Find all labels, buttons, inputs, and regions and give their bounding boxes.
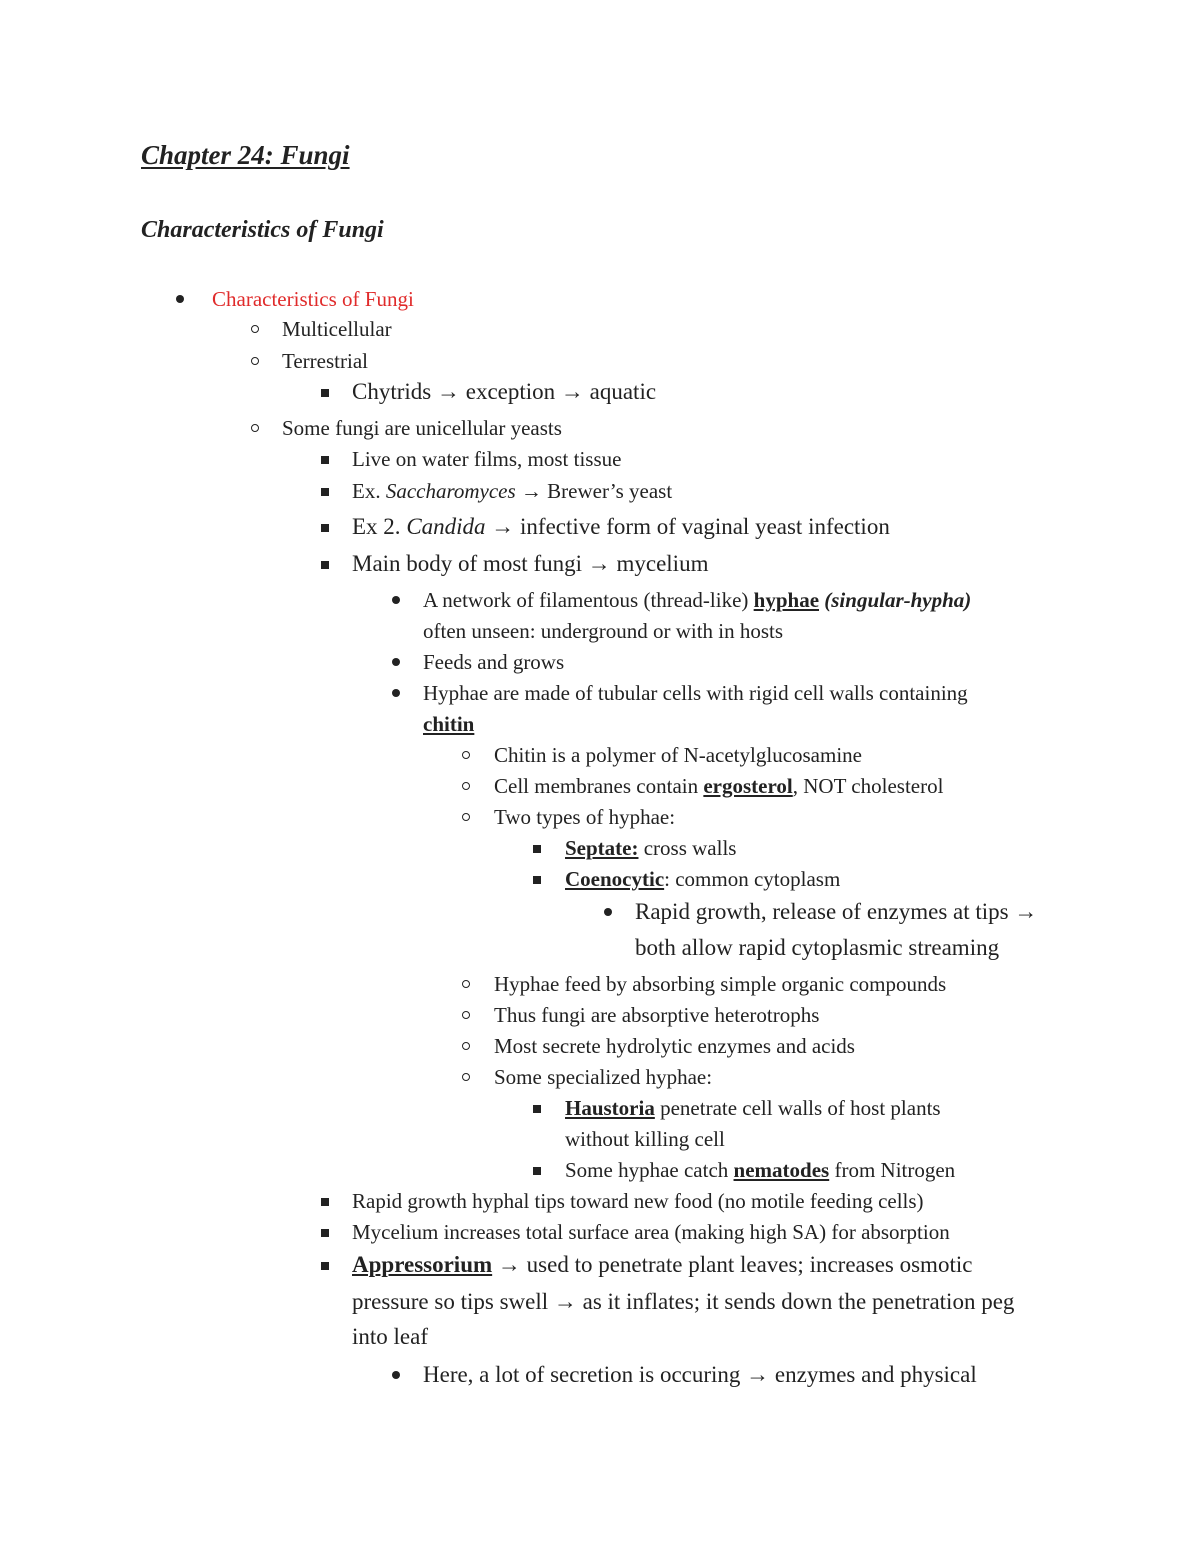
text: → infective form of vaginal yeast infection — [485, 514, 890, 539]
key-term: Haustoria — [565, 1096, 655, 1120]
list-item: Hyphae are made of tubular cells with rigid cell walls containing — [423, 681, 968, 705]
circle-bullet — [462, 1042, 470, 1050]
square-bullet — [321, 456, 329, 464]
text: (singular-hypha) — [824, 588, 972, 612]
square-bullet — [321, 488, 329, 496]
list-item: Two types of hyphae: — [494, 805, 676, 829]
disc-bullet — [176, 295, 184, 303]
square-bullet — [321, 1229, 329, 1237]
circle-bullet — [462, 980, 470, 988]
text: penetrate cell walls of host plants — [654, 1096, 941, 1120]
section-title: Characteristics of Fungi — [141, 217, 384, 243]
list-item — [352, 477, 672, 505]
key-term: ergosterol — [703, 774, 793, 798]
list-item — [352, 1249, 972, 1281]
key-term: hyphae — [753, 588, 820, 612]
list-item — [565, 1156, 955, 1184]
square-bullet — [321, 1198, 329, 1206]
list-item-continuation: both allow rapid cytoplasmic streaming — [635, 935, 1000, 960]
list-item: Multicellular — [282, 317, 392, 341]
square-bullet — [321, 1262, 329, 1270]
text: , NOT cholesterol — [792, 774, 944, 798]
text: Some hyphae catch — [565, 1158, 734, 1182]
square-bullet — [321, 389, 329, 397]
list-item — [565, 865, 840, 893]
list-item: Terrestrial — [282, 349, 368, 373]
list-item-continuation: without killing cell — [565, 1127, 725, 1151]
circle-bullet — [251, 357, 259, 365]
key-term: Coenocytic — [565, 867, 665, 891]
square-bullet — [321, 524, 329, 532]
list-item — [494, 772, 943, 800]
disc-bullet — [604, 908, 612, 916]
circle-bullet — [251, 325, 259, 333]
key-term: Appressorium — [352, 1252, 493, 1277]
text: cross walls — [638, 836, 737, 860]
list-item: Mycelium increases total surface area (making high SA) for absorption — [352, 1220, 950, 1244]
square-bullet — [321, 561, 329, 569]
list-item: Main body of most fungi → mycelium — [352, 551, 709, 576]
list-item: Rapid growth hyphal tips toward new food (no motile feeding cells) — [352, 1189, 924, 1213]
disc-bullet — [392, 658, 400, 666]
circle-bullet — [462, 813, 470, 821]
list-item: Thus fungi are absorptive heterotrophs — [494, 1003, 820, 1027]
circle-bullet — [462, 782, 470, 790]
list-item — [565, 834, 736, 862]
circle-bullet — [251, 424, 259, 432]
species-name: Saccharomyces — [385, 479, 516, 503]
list-item: Some specialized hyphae: — [494, 1065, 713, 1089]
list-item: Here, a lot of secretion is occuring → enzymes and physical — [423, 1362, 977, 1387]
key-term: nematodes — [733, 1158, 830, 1182]
list-item: Chytrids → exception → aquatic — [352, 379, 657, 404]
disc-bullet — [392, 596, 400, 604]
text: → Brewer’s yeast — [515, 479, 673, 503]
list-item: Characteristics of Fungi — [212, 287, 414, 311]
chapter-title: Chapter 24: Fungi — [141, 140, 350, 170]
list-item: Feeds and grows — [423, 650, 565, 674]
list-item: Some fungi are unicellular yeasts — [282, 416, 562, 440]
list-item — [352, 511, 890, 543]
text: → used to penetrate plant leaves; increases osmotic — [492, 1252, 973, 1277]
list-item: Most secrete hydrolytic enzymes and acids — [494, 1034, 855, 1058]
list-item-continuation: often unseen: underground or with in hosts — [423, 619, 784, 643]
circle-bullet — [462, 1011, 470, 1019]
square-bullet — [533, 845, 541, 853]
circle-bullet — [462, 751, 470, 759]
circle-bullet — [462, 1073, 470, 1081]
list-item-continuation: pressure so tips swell → as it inflates; it sends down the penetration peg — [352, 1289, 1015, 1314]
list-item: Rapid growth, release of enzymes at tips → — [635, 899, 1038, 924]
text: A network of filamentous (thread-like) — [423, 588, 754, 612]
key-term: chitin — [423, 712, 475, 736]
square-bullet — [533, 1105, 541, 1113]
square-bullet — [533, 876, 541, 884]
text: from Nitrogen — [829, 1158, 956, 1182]
square-bullet — [533, 1167, 541, 1175]
key-term: Septate: — [565, 836, 639, 860]
text: Ex. — [352, 479, 386, 503]
text: Ex 2. — [352, 514, 407, 539]
disc-bullet — [392, 1371, 400, 1379]
disc-bullet — [392, 689, 400, 697]
list-item: Chitin is a polymer of N-acetylglucosamine — [494, 743, 862, 767]
list-item: Live on water films, most tissue — [352, 447, 622, 471]
list-item-continuation: into leaf — [352, 1324, 428, 1349]
list-item: Hyphae feed by absorbing simple organic compounds — [494, 972, 947, 996]
list-item — [565, 1094, 941, 1122]
text: : common cytoplasm — [664, 867, 841, 891]
text: Cell membranes contain — [494, 774, 704, 798]
species-name: Candida — [406, 514, 486, 539]
list-item — [423, 586, 971, 614]
